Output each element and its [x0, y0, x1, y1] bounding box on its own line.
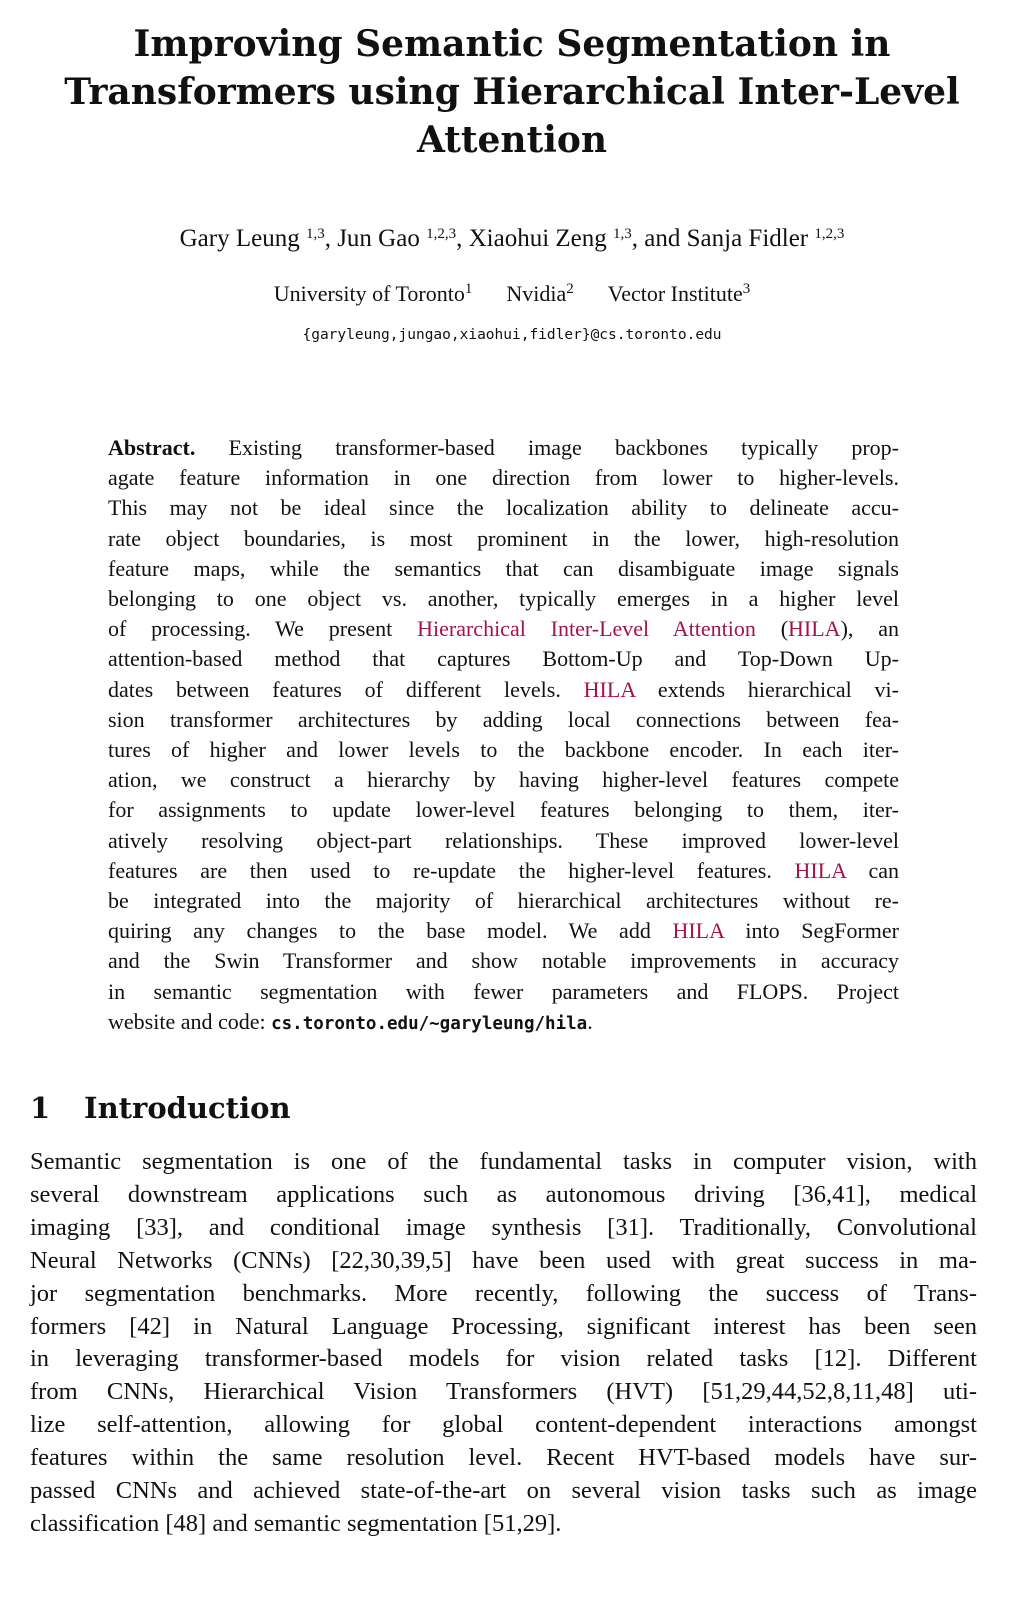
author-list: Gary Leung $^{1,3}$, Jun Gao $^{1,2,3}$, Xiaohui Zeng $^{1,3}$, and Sanja Fidler $^{1,2,3}$ [179, 225, 845, 252]
intro-line: from CNNs, Hierarchical Vision Transformers (HVT) [51,29,44,52,8,11,48] uti- [30, 1378, 977, 1406]
affiliation-marker: 3 [742, 280, 751, 297]
abstract-line: quiring any changes to the base model. We add HILA into SegFormer [108, 918, 899, 944]
intro-line: Semantic segmentation is one of the fundamental tasks in computer vision, with [30, 1148, 977, 1175]
author-name: Xiaohui Zeng [468, 225, 607, 252]
abstract-line: ation, we construct a hierarchy by having higher-level features compete [108, 767, 899, 793]
author-emails: {garyleung,jungao,xiaohui,fidler}@cs.toronto.edu [302, 327, 722, 343]
abstract-line: atively resolving object-part relationships. These improved lower-level [108, 827, 899, 853]
abstract-line: sion transformer architectures by adding local connections between fea- [108, 706, 899, 732]
hila-link[interactable]: HILA [672, 918, 724, 944]
intro-line: several downstream applications such as autonomous driving [36,41], medical [30, 1180, 977, 1208]
affiliation-name: University of Toronto [273, 281, 465, 306]
intro-line: lize self-attention, allowing for global content-dependent interactions amongst [30, 1411, 977, 1439]
affiliation-list [0, 279, 1024, 309]
section-heading [30, 1088, 291, 1128]
intro-line: Neural Networks (CNNs) [22,30,39,5] have been used with great success in ma- [30, 1246, 977, 1274]
abstract-line: attention-based method that captures Bottom-Up and Top-Down Up- [108, 646, 899, 672]
abstract-line: be integrated into the majority of hierarchical architectures without re- [108, 888, 899, 914]
section-number: 1 [30, 1091, 51, 1125]
hila-link[interactable]: HILA [794, 857, 846, 883]
intro-line: formers [42] in Natural Language Processing, significant interest has been seen [30, 1312, 977, 1340]
intro-line: jor segmentation benchmarks. More recently, following the success of Trans- [30, 1279, 977, 1307]
abstract-line: feature maps, while the semantics that can disambiguate image signals [108, 555, 899, 581]
author-name: Sanja Fidler [686, 225, 809, 252]
abstract-line: and the Swin Transformer and show notable improvements in accuracy [108, 948, 899, 974]
intro-line: in leveraging transformer-based models for vision related tasks [12]. Different [30, 1345, 977, 1373]
abstract-line: agate feature information in one direction from lower to higher-levels. [108, 465, 899, 491]
project-url[interactable]: cs.toronto.edu/~garyleung/hila [271, 1013, 588, 1034]
section-title: Introduction [84, 1091, 291, 1125]
introduction-body [30, 1146, 977, 1541]
abstract-line: rate object boundaries, is most prominent in the lower, high-resolution [108, 525, 899, 551]
abstract-line: dates between features of different levels. HILA extends hierarchical vi- [108, 676, 899, 702]
hila-link[interactable]: HILA [788, 616, 841, 642]
affiliation-marker: 1 [464, 280, 473, 297]
hila-link[interactable]: Hierarchical Inter-Level Attention [417, 616, 756, 642]
abstract-line: of processing. We present Hierarchical Inter-Level Attention (HILA), an [108, 616, 899, 642]
author-affiliation-marker: 1,2,3 [814, 225, 845, 242]
author-affiliation-marker: 1,2,3 [426, 225, 457, 242]
abstract-line: tures of higher and lower levels to the backbone encoder. In each iter- [108, 737, 899, 763]
abstract-label: Abstract. [108, 435, 196, 460]
author-affiliation-marker: 1,3 [613, 225, 632, 242]
affiliation-name: Nvidia [506, 281, 567, 306]
abstract-line: features are then used to re-update the higher-level features. HILA can [108, 857, 899, 883]
intro-line: imaging [33], and conditional image synthesis [31]. Traditionally, Convolutional [30, 1213, 977, 1241]
author-affiliation-marker: 1,3 [305, 225, 325, 242]
hila-link[interactable]: HILA [583, 676, 635, 702]
abstract-line: belonging to one object vs. another, typically emerges in a higher level [108, 586, 899, 612]
intro-line: passed CNNs and achieved state-of-the-art on several vision tasks such as image [30, 1477, 977, 1505]
abstract-line: Abstract. Existing transformer-based image backbones typically prop- [108, 435, 899, 460]
affiliation-marker: 2 [566, 280, 574, 297]
intro-line: features within the same resolution level. Recent HVT-based models have sur- [30, 1444, 977, 1472]
affiliation-name: Vector Institute [607, 281, 743, 306]
abstract-line: website and code: cs.toronto.edu/~garyleung/hila. [108, 1008, 593, 1034]
abstract-line: in semantic segmentation with fewer parameters and FLOPS. Project [108, 978, 899, 1004]
author-name: Gary Leung [179, 225, 300, 252]
intro-line: classification [48] and semantic segmentation [51,29]. [30, 1509, 562, 1537]
author-name: Jun Gao [337, 225, 420, 252]
abstract [108, 433, 899, 1039]
paper-title: Improving Semantic Segmentation in Transformers using Hierarchical Inter-Level Attention [64, 23, 960, 161]
abstract-line: This may not be ideal since the localization ability to delineate accu- [108, 495, 899, 521]
abstract-line: for assignments to update lower-level features belonging to them, iter- [108, 797, 899, 823]
